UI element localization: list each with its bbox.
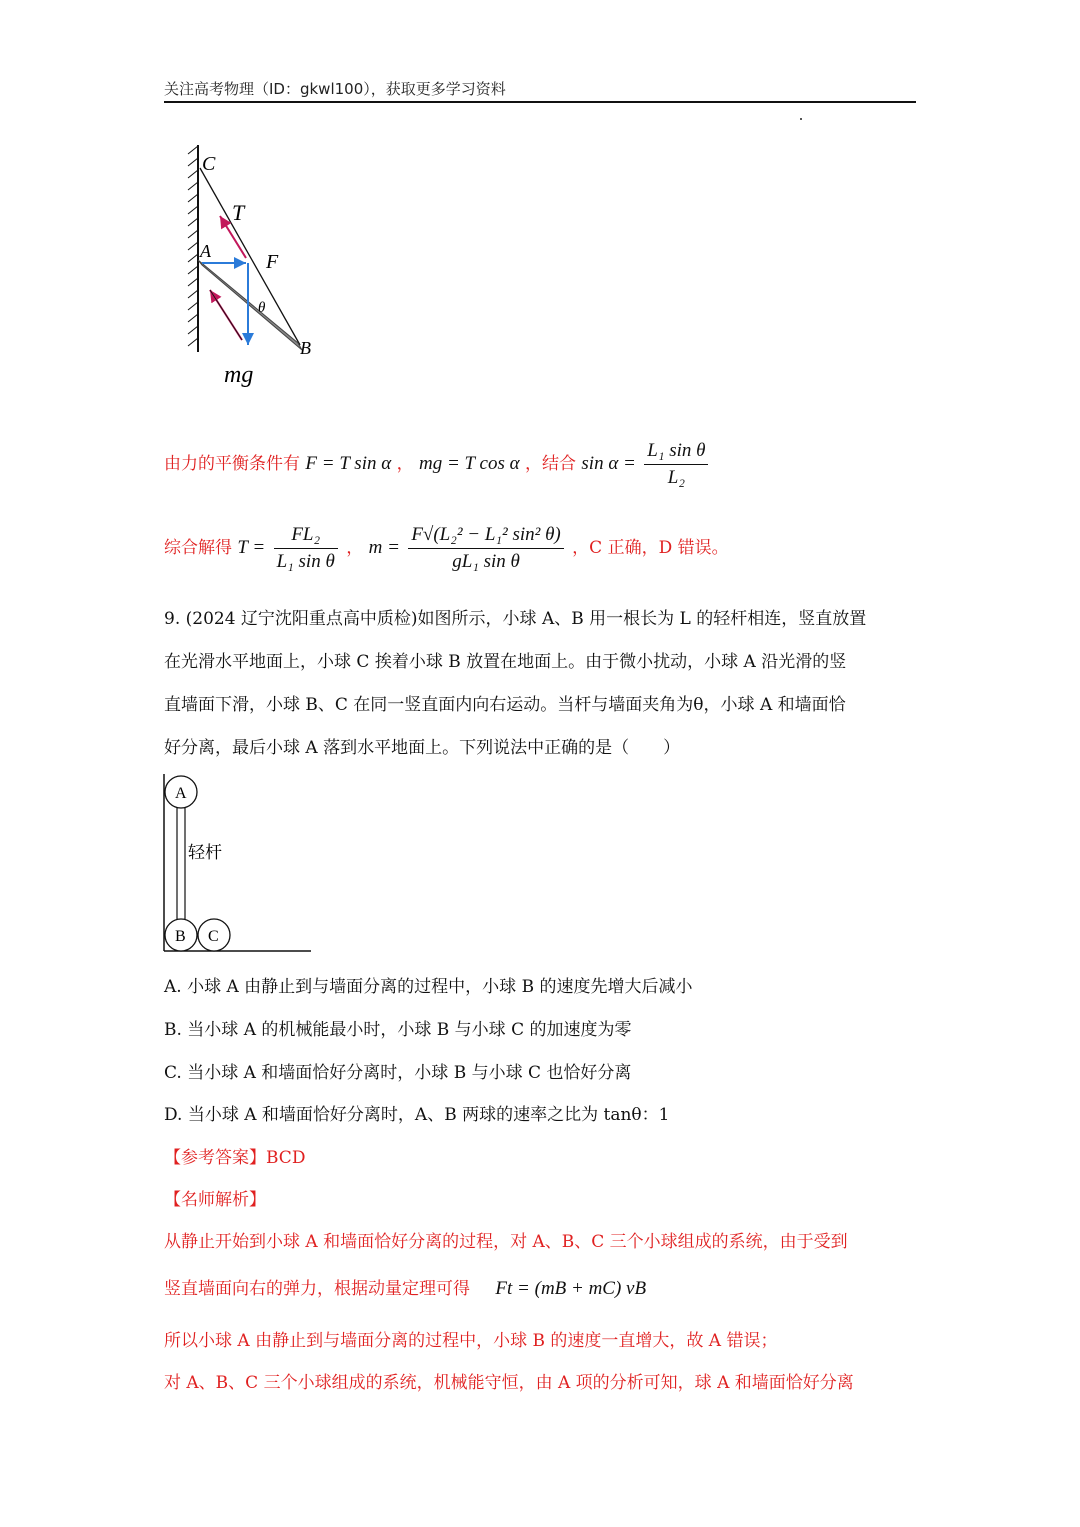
eq2-suffix: ，C 正确，D 错误。 bbox=[572, 538, 729, 558]
header-rule bbox=[164, 101, 916, 103]
analysis-line-4: 对 A、B、C 三个小球组成的系统，机械能守恒，由 A 项的分析可知，球 A 和墙面恰好分离 bbox=[164, 1373, 854, 1393]
equation-line-1 bbox=[164, 438, 711, 491]
eq1-numerator: L₁ sin θ bbox=[644, 438, 708, 465]
eq2-t-denominator: L₁ sin θ bbox=[276, 551, 335, 572]
analysis-label: 【名师解析】 bbox=[164, 1190, 266, 1210]
label-theta: θ bbox=[258, 300, 266, 316]
option-d: D. 当小球 A 和墙面恰好分离时，A、B 两球的速率之比为 tanθ：1 bbox=[164, 1105, 670, 1125]
figure-balls-rod bbox=[158, 770, 318, 956]
option-c: C. 当小球 A 和墙面恰好分离时，小球 B 与小球 C 也恰好分离 bbox=[164, 1063, 632, 1083]
eq1-prefix: 由力的平衡条件有 bbox=[164, 454, 300, 474]
answer-label: 【参考答案】BCD bbox=[164, 1148, 306, 1168]
question-line-4: 好分离，最后小球 A 落到水平地面上。下列说法中正确的是（ ） bbox=[164, 738, 681, 758]
eq2-prefix: 综合解得 bbox=[164, 538, 232, 558]
label-f: F bbox=[266, 251, 279, 273]
question-line-3: 直墙面下滑，小球 B、C 在同一竖直面内向右运动。当杆与墙面夹角为θ，小球 A 和墙面恰 bbox=[164, 695, 846, 715]
label-t: T bbox=[232, 200, 245, 225]
eq1-sep1: ， bbox=[396, 454, 414, 474]
analysis-line-1: 从静止开始到小球 A 和墙面恰好分离的过程，对 A、B、C 三个小球组成的系统，由于受到 bbox=[164, 1232, 848, 1252]
analysis-line-2 bbox=[164, 1274, 646, 1300]
eq2-m-denominator: gL₁ sin θ bbox=[452, 551, 520, 572]
equation-line-2 bbox=[164, 522, 729, 575]
eq1-fraction bbox=[644, 438, 708, 491]
eq1-sep2: ，结合 bbox=[525, 454, 576, 474]
stray-dot bbox=[800, 118, 802, 120]
question-line-2: 在光滑水平地面上，小球 C 挨着小球 B 放置在地面上。由于微小扰动，小球 A 沿光滑的竖 bbox=[164, 652, 847, 672]
eq1-f-expr: F = T sin α bbox=[305, 453, 392, 474]
eq2-m-fraction bbox=[408, 522, 563, 575]
eq1-mg-expr: mg = T cos α bbox=[419, 453, 520, 474]
question-line-1: 9. (2024 辽宁沈阳重点高中质检)如图所示，小球 A、B 用一根长为 L 的轻杆相连，竖直放置 bbox=[164, 609, 867, 629]
eq2-t-lhs: T = bbox=[237, 537, 266, 558]
option-b: B. 当小球 A 的机械能最小时，小球 B 与小球 C 的加速度为零 bbox=[164, 1020, 632, 1040]
eq1-sin-lhs: sin α = bbox=[581, 453, 636, 474]
rod-ab bbox=[198, 260, 302, 350]
eq2-t-numerator: FL₂ bbox=[274, 522, 338, 549]
option-a: A. 小球 A 由静止到与墙面分离的过程中，小球 B 的速度先增大后减小 bbox=[164, 977, 693, 997]
eq1-denominator: L₂ bbox=[667, 467, 685, 488]
eq2-sep: ， bbox=[346, 538, 364, 558]
construction-line bbox=[210, 290, 242, 340]
momentum-formula: Ft = (mB + mC) vB bbox=[495, 1278, 647, 1299]
page-header: 关注高考物理（ID：gkwl100），获取更多学习资料 bbox=[164, 80, 506, 98]
label-b: B bbox=[300, 338, 311, 358]
ball-b-label: B bbox=[175, 928, 186, 945]
ball-a-label: A bbox=[175, 785, 187, 802]
string-cb bbox=[200, 168, 300, 345]
figure-rod-wall bbox=[180, 140, 340, 390]
label-a: A bbox=[200, 241, 211, 261]
analysis-line-3: 所以小球 A 由静止到与墙面分离的过程中，小球 B 的速度一直增大，故 A 错误； bbox=[164, 1331, 778, 1351]
wall bbox=[188, 145, 198, 352]
label-c: C bbox=[202, 153, 216, 175]
analysis-line-2-text: 竖直墙面向右的弹力，根据动量定理可得 bbox=[164, 1279, 470, 1299]
label-mg: mg bbox=[224, 362, 254, 388]
rod-label: 轻杆 bbox=[188, 843, 222, 863]
eq2-m-lhs: m = bbox=[368, 537, 400, 558]
eq2-m-numerator: F√(L₂² − L₁² sin² θ) bbox=[408, 522, 563, 549]
eq2-t-fraction bbox=[274, 522, 338, 575]
ball-c-label: C bbox=[208, 928, 219, 945]
